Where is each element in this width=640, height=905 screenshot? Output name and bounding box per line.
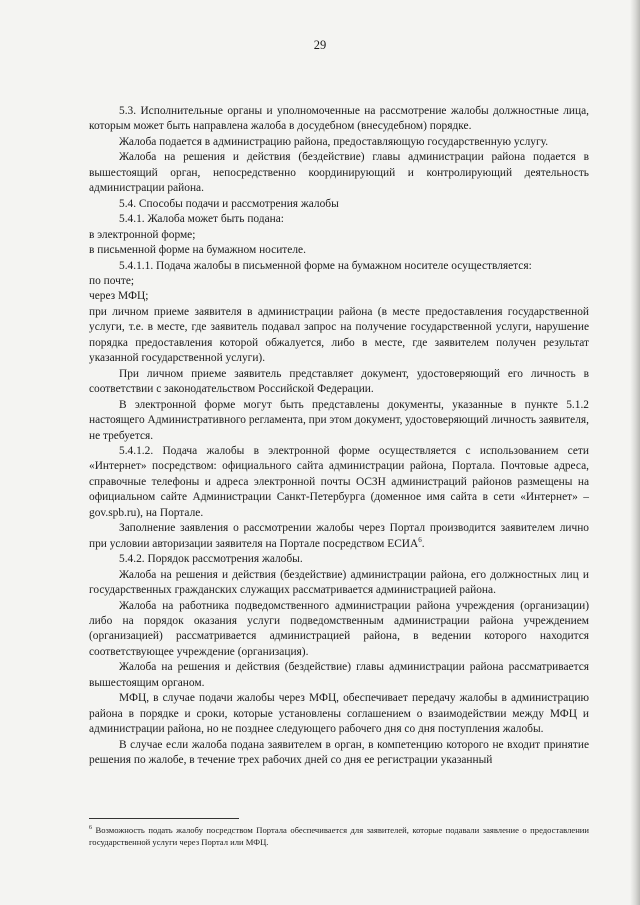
paragraph-5-4-1: 5.4.1. Жалоба может быть подана: bbox=[119, 213, 284, 226]
paragraph-complaint-officials: Жалоба на решения и действия (бездействие) администрации района, его должностных лиц и государственных гражданских служащих рассматривается администрацией района. bbox=[89, 568, 589, 597]
list-item-electronic: в электронной форме; bbox=[89, 228, 196, 241]
paragraph-5-3: 5.3. Исполнительные органы и уполномоченные на рассмотрение жалобы должностные лица, которым может быть направлена жалоба в досудебном (внесудебном) порядке. bbox=[89, 105, 589, 133]
paragraph-identity-document: При личном приеме заявитель представляет документ, удостоверяющий его личность в соответствии с законодательством Российской Федерации. bbox=[89, 367, 589, 396]
document-body bbox=[89, 104, 589, 768]
paragraph-5-4-2: 5.4.2. Порядок рассмотрения жалобы. bbox=[119, 553, 303, 566]
paragraph-5-4: 5.4. Способы подачи и рассмотрения жалобы bbox=[119, 197, 339, 210]
paragraph-complaint-to-admin: Жалоба подается в администрацию района, предоставляющую государственную услугу. bbox=[119, 135, 549, 148]
footnote bbox=[89, 824, 589, 848]
paragraph-complaint-on-head: Жалоба на решения и действия (бездействие) главы администрации района подается в вышестоящий орган, непосредственно координирующий и контролирующий деятельность администрации района. bbox=[89, 151, 589, 195]
list-item-paper: в письменной форме на бумажном носителе. bbox=[89, 244, 306, 257]
footnote-reference: 6 bbox=[418, 535, 422, 544]
portal-esia-text: Заполнение заявления о рассмотрении жалобы через Портал производится заявителем лично при условии авторизации заявителя на Портале посредством ЕСИА bbox=[89, 522, 589, 550]
scan-edge-shadow bbox=[630, 0, 640, 905]
page-number: 29 bbox=[313, 38, 327, 52]
footnote-mark: 6 bbox=[89, 825, 92, 832]
paragraph-mfc-transfer: МФЦ, в случае подачи жалобы через МФЦ, обеспечивает передачу жалобы в администрацию района в порядке и сроки, которые установлены соглашением о взаимодействии между МФЦ и администрации района, но не позднее следующего рабочего дня со дня поступления жалобы. bbox=[89, 692, 589, 736]
portal-esia-tail: . bbox=[421, 537, 425, 550]
paragraph-electronic-documents: В электронной форме могут быть представлены документы, указанные в пункте 5.1.2 настоящего Административного регламента, при этом документ, удостоверяющий личность заявителя, не требуется. bbox=[89, 398, 589, 442]
list-item-mail: по почте; bbox=[89, 274, 135, 287]
paragraph-5-4-1-1: 5.4.1.1. Подача жалобы в письменной форме на бумажном носителе осуществляется: bbox=[119, 259, 532, 272]
paragraph-complaint-superior: Жалоба на решения и действия (бездействие) главы администрации района рассматривается вышестоящим органом. bbox=[89, 661, 589, 689]
footnote-separator bbox=[89, 818, 239, 819]
list-item-personal-reception: при личном приеме заявителя в администрации района (в месте предоставления государственной услуги, т.е. в месте, где заявитель подавал запрос на получение государственной услуги, нарушение порядка предоставления которой обжалуется, либо в месте, где заявителем получен результат указанной государственной услуги). bbox=[89, 305, 589, 365]
paragraph-complaint-institution: Жалоба на работника подведомственного администрации района учреждения (организации) либо на порядок оказания услуги подведомственным администрации района учреждением (организацией) рассматривается администрацией района, в ведении которого находится соответствующее учреждение (организация). bbox=[89, 599, 589, 658]
paragraph-wrong-authority: В случае если жалоба подана заявителем в орган, в компетенцию которого не входит принятие решения по жалобе, в течение трех рабочих дней со дня ее регистрации указанный bbox=[89, 738, 589, 767]
paragraph-5-4-1-2: 5.4.1.2. Подача жалобы в электронной форме осуществляется с использованием сети «Интернет» посредством: официального сайта администрации района, Портала. Почтовые адреса, справочные телефоны и адреса электронной почты ОСЗН администраций районов размещены на официальном сайте Администрации Санкт-Петербурга (доменное имя сайта в сети «Интернет» – gov.spb.ru), на Портале. bbox=[89, 444, 589, 519]
paragraph-portal-esia bbox=[89, 521, 589, 552]
list-item-mfc: через МФЦ; bbox=[89, 290, 149, 303]
footnote-text: Возможность подать жалобу посредством Портала обеспечивается для заявителей, которые подавали заявление о предоставлении государственной услуги через Портал или МФЦ. bbox=[89, 825, 589, 847]
